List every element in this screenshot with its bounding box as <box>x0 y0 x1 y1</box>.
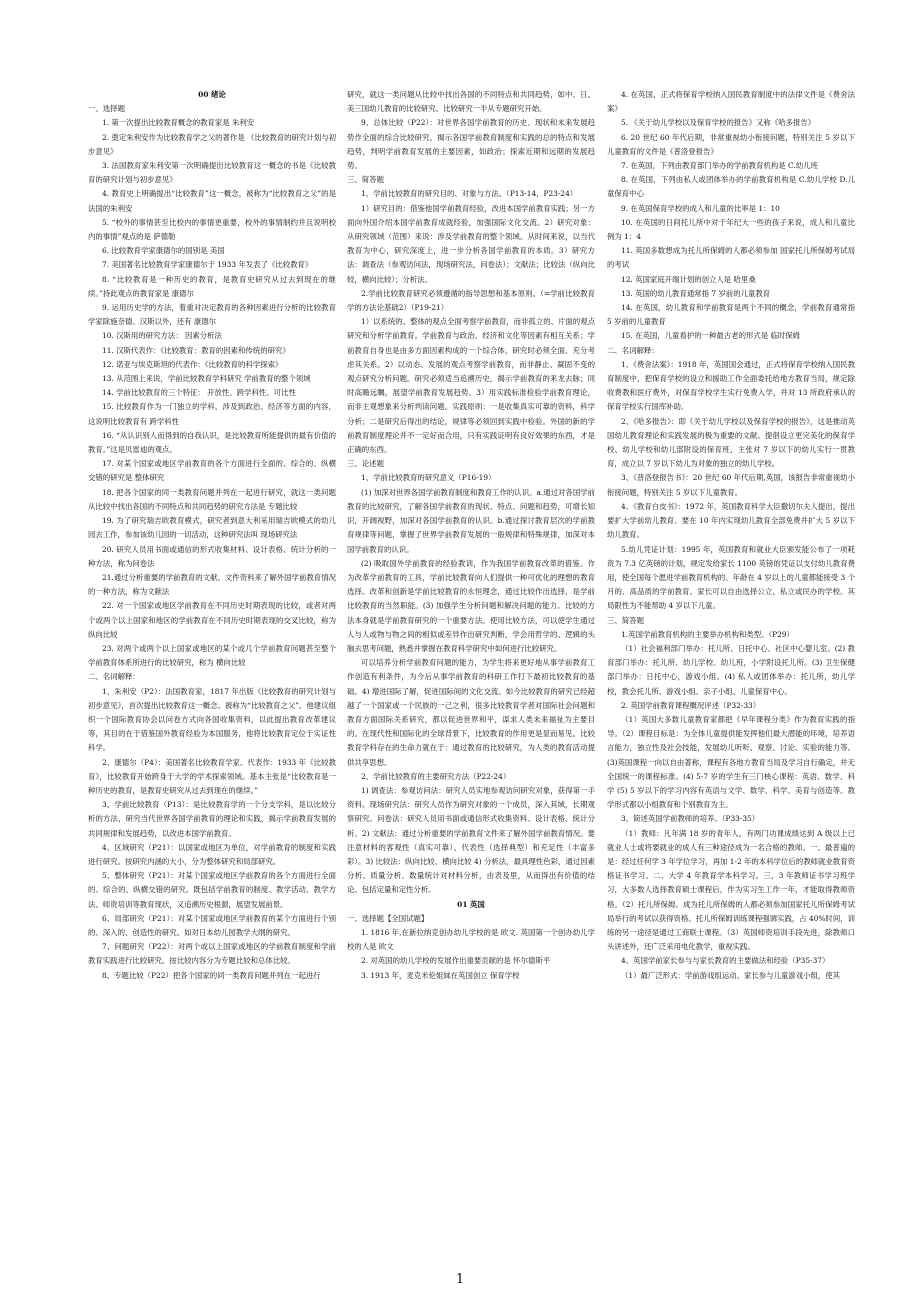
paragraph: 5. 《关于幼儿学校以及保育学校的报告》又称《哈多报告》 <box>621 118 816 128</box>
paragraph: 1.英国学前教育机构的主要举办机构和类型。（P29） <box>621 629 794 639</box>
paragraph: 14. 在英国，幼儿教育和学前教育是两个不同的概念，学前教育通常指 5 岁前的儿童教育 <box>607 303 855 327</box>
paragraph: 19. 为了研究瑞吉欧教育模式，研究者到意大利采用瑞吉欧模式的幼儿园去工作，参加该幼儿园的一切活动，这种研究法叫 现场研究法 <box>88 516 336 540</box>
paragraph: 4. 教育史上明确提出“比较教育”这一概念，被称为“比较教育之父”的是 法国的朱利安 <box>88 189 336 213</box>
paragraph: 4、区域研究（P21）：以国家或地区为单位，对学前教育的制度和实践进行研究。按研究内涵的大小，分为整体研究和局部研究。 <box>88 842 336 866</box>
paragraph: 3、《普洛登报告书》：20 世纪 60 年代后期,英国，该报告非常重视幼小衔接问题，特别关注 5 岁以下儿童教育。 <box>607 473 855 497</box>
paragraph: 4、《教育白皮书》：1972 年，英国教育科学大臣撒切尔夫人提出，提出要扩大学前幼儿教育。要在 10 年内实现幼儿教育全部免费并扩大 5 岁以下幼儿教育。 <box>607 501 855 540</box>
paragraph: 15. 比较教育作为一门独立的学科，涉及到政治、经济等方面的内容，这说明比较教育有 跨学科性 <box>88 402 336 426</box>
paragraph: 23. 对两个或两个以上国家或地区的某个或几个学前教育问题甚至整个学前教育体系所进行的比较研究，称为 横向比较 <box>88 643 336 668</box>
subsection-label: 一、选择题 <box>88 104 125 114</box>
subsection-label: 三、论述题 <box>347 459 384 469</box>
paragraph: 2、学前比较教育的主要研究方法（P22-24） <box>361 771 511 781</box>
paragraph: 10. 汉斯用的研究方法： 因素分析法 <box>102 331 222 341</box>
text-column-right <box>607 88 855 1263</box>
paragraph: 15. 在英国，儿童看护的一种最古老的形式是 临时保姆 <box>621 331 801 341</box>
paragraph: 1. 1816 年,在新拉纳克创办幼儿学校的是 欧文. 英国第一个创办幼儿学校的人是 欧文 <box>347 927 595 952</box>
paragraph: 2、《哈多报告》：即《关于幼儿学校以及保育学校的报告》，这是推动英国幼儿教育理论和实践发展的极为重要的文献。提倡设立更完美化的保育学校、幼儿学校和幼儿部附设的保育班，主张对 7 岁以下的幼儿实行一贯教育，成立以 7 岁以下幼儿为对象的独立的幼儿学校。 <box>607 416 855 469</box>
paragraph: 11. 英国多数想成为托儿所保姆的人都必须参加 国家托儿所保姆考试局的考试 <box>607 246 855 270</box>
paragraph: 11. 汉斯代表作：《比较教育：教育的因素和传统的研究》 <box>102 345 290 355</box>
paragraph: （1）社会福利部门举办：托儿所、日托中心、社区中心婴儿室。(2) 教育部门举办：托儿所、幼儿学校、幼儿班，小学附设托儿所。(3) 卫生保健部门举办：日托中心，游戏小组。(4) 私人或团体举办：托儿所，幼儿学校，教会托儿所、游戏小组、亲子小组、儿童保育中心。 <box>607 643 855 696</box>
paragraph: 12. 英国家庭开端计划的创立人是 哈里桑 <box>621 274 756 284</box>
paragraph: 9. 运用历史学的方法，着重对决定教育的各种因素进行分析的比较教育学家除施奈德、汉斯以外，还有 康德尔 <box>88 303 336 327</box>
paragraph: 可以培养分析学前教育问题的能力，为学生将来更好地从事学前教育工作创造有利条件，为今后从事学前教育的科研工作打下最初比较教育的基础。4) 增进国际了解，促进国际间的文化交流。如今比较教育的研究已经超越了一个国家或一个民族的一己之利，很多比较教育学者对国际社会问题和教育方面国际关系研究，都以促进世界和平，谋求人类未来福祉为主要目的。在现代性和国际化的全球背景下，比较教育的作用更是显而易见。比较教育学科存在的生命力就在于：通过教育的比较研究，为人类的教育活动提供共享思想。 <box>347 658 595 767</box>
paragraph: 4、英国学前家长参与与家长教育的主要做法和经验（P35-37） <box>621 956 830 966</box>
paragraph: 3、简述英国学前教师的培养。（P33-35） <box>621 814 760 824</box>
section-heading: 01 英国 <box>457 899 485 909</box>
paragraph: (1) 加深对世界各国学前教育制度和教育工作的认识。a.通过对各国学前教育的比较研究，了解各国学前教育的现状、特点、问题和趋势，可增长知识，开阔视野，加深对各国学前教育的认识。b.通过探讨教育层次的学前教育规律等问题，掌握了世界学前教育发展的一般规律和特殊规律，加深对本国学前教育的认识。 <box>347 487 595 554</box>
paragraph: 1、《费舍法案》：1918 年，英国国会通过，正式将保育学校纳入国民教育制度中，把保育学校的设立和援助工作全面委托给地方教育当局，规定除收费教和医疗费外，对保育学校学生实行免费入学，并对 13 所政府承认的保育学校实行国库补助。 <box>607 359 855 412</box>
paragraph: 1. 第一次提出比较教育概念的教育家是 朱利安 <box>102 118 255 128</box>
paragraph: （1）教师：凡年满 18 岁的青年人，有两门功课成绩达到 A 级以上已就业人士或将要就业的成人有三种途径成为一名合格的教师。一、最普遍的是：经过任何学 3 年学位学习，再加 1-2 年的本科学位后的教师就业教育资格证书学习。二、大学 4 年教育学本科学习。三，3 年教师证书学习班学习，大多数人选择教育硕士课程后，作为实习生工作一年，才能取得教师资格。（2）托儿所保姆。成为托儿所保姆的人都必须参加国家托儿所保姆考试局举行的考试以获得资格。托儿所保姆训练课程强调实践，占 40%时间，训练的另一途径是通过工商联士课程。（3）英国师资培训手段先进，除教师口头讲述外，还广泛采用电化教学，重视实践。 <box>607 828 855 952</box>
paragraph: 1、朱利安（P2）：法国教育家，1817 年出版《比较教育的研究计划与初步意见》，首次提出比较教育这一概念。被称为“比较教育之父”。他建议组织一个国际教育协会以问卷方式向各国收集资料，以此提出教育改革建议等，其目的在于借鉴国外教育经验为本国服务，他将比较教育定位于实证性科学。 <box>88 686 336 753</box>
paragraph: 1、学前比较教育的研究目的、对象与方法。（P13-14，P23-24） <box>361 189 578 199</box>
paragraph: 1、学前比较教育的研究意义（P16-19） <box>361 473 496 483</box>
paragraph: 10. 在英国的日间托儿所中对于年纪大一些的孩子来说，成人和儿童比例为 1：4 <box>607 217 855 242</box>
paragraph: 2.学前比较教育研究必须遵循的指导思想和基本原则。（=学前比较教育学的方法论基础2）（P19-21） <box>347 288 595 313</box>
paragraph: 16. “从认识别人而得到的自我认识，是比较教育所能提供的最有价值的教育。”这是贝雷迪的观点。 <box>88 430 336 455</box>
page-number: 1 <box>455 1272 465 1287</box>
paragraph: (2) 吸取国外学前教育的经验教训，作为我国学前教育改革的借鉴。作为改革学前教育的工具，学前比较教育向人们提供一种可优化的理想的教育选择。改革和创新是学前比较教育的永恒理念，通过比较作出选择，是学前比较教育的当然职能。(3) 加强学生分析问题和解决问题的能力。比较的方法本身就是学前教育研究的一个重要方法。使用比较方法，可以使学生通过人与人或物与物之间的相似或差异作出研究判断，学会用哲学的、逻辑的头脑去思考问题，熟悉并掌握在教育科学研究中如何进行比较研究。 <box>347 558 595 653</box>
paragraph: 6、局部研究（P21）：对某个国家或地区学前教育的某个方面进行个别的、深入的、创造性的研究。如对日本幼儿园教学大纲的研究。 <box>88 913 336 937</box>
paragraph: 2. 对英国的幼儿学校的发展作出重要贡献的是 怀尔德斯平 <box>361 956 551 966</box>
paragraph: 21.通过分析重要的学前教育的文献、文件资料来了解外国学前教育情况的一种方法，称为文献法 <box>88 572 336 597</box>
paragraph: 7、问题研究（P22）：对两个或以上国家或地区的学前教育制度和学前教育实践进行比较研究。按比较内容分为专题比较和总体比较。 <box>88 942 336 966</box>
paragraph: 6. 比较教育学家康德尔的国别是 美国 <box>102 246 225 256</box>
paragraph: 1）以系统的、整体的观点全面考察学前教育，而非孤立的、片面的观点研究和分析学前教育。学前教育与政治、经济和文化等因素有相互关系；学前教育自身也是由多方面因素构成的一个综合体，研究时必须全面、充分考虑其关系。2）以动态、发展的观点考察学前教育，而非静止、凝固不变的观点研究分析问题。研究必须适当追溯历史，揭示学前教育的来龙去脉；同时高瞻远瞩，展望学前教育发展趋势。3）用实践标准检验学前教育理论，而非主观想象来分析判读问题。实践原则：一是收集真实可靠的资料，科学分析；二是研究后得出的结论，规律等必须回到实践中检验。外国的新的学前教育制度理论并不一定好而合用，只有实践证明有良好效果的东西，才是正确的东西。 <box>347 317 595 455</box>
paragraph: 20. 研究人员用书面或通信的形式收集材料、设计表格、统计分析的一种方法，称为问卷法 <box>88 544 336 568</box>
paragraph: 22. 对一个国家或地区学前教育在不同历史时期表现的比较，或者对两个或两个以上国家和地区的学前教育在不同历史时期表现的交叉比较，称为 纵向比较 <box>88 601 336 639</box>
subsection-label: 三、简答题 <box>607 615 644 625</box>
paragraph: 3、学前比较教育（P13）：是比较教育学的一个分支学科，是以比较分析的方法，研究当代世界各国学前教育的理论和实践，揭示学前教育发展的共同规律和发展趋势，以改进本国学前教育。 <box>88 800 336 838</box>
paragraph: 8、专题比较（P22）把各个国家的同一类教育问题并列在一起进行 <box>102 970 321 980</box>
paragraph: 18. 把各个国家的同一类教育问题并列在一起进行研究，就这一类问题从比较中找出各国的不同特点和共同趋势的研究方法是 专题比较 <box>88 487 336 511</box>
paragraph: 12. 诺亚与埃克斯坦的代表作：《比较教育的科学探索》 <box>102 359 283 369</box>
paragraph: 2. 英国学前教育课程概况评述（P32-33） <box>621 700 761 710</box>
paragraph: 3. 1913 年，麦克米伦姐妹在英国创立 保育学校 <box>361 970 520 980</box>
paragraph: 4. 在英国，正式将保育学校纳入国民教育制度中的法律文件是《费舍法案》 <box>607 90 855 114</box>
paragraph: （1）英国大多数儿童教育家都把《早年课程分类》作为教育实践的指导。（2）课程目标是：为全体儿童提供能发挥他们最大潜能的环境，培养语言能力，独立性及社会技能，发展幼儿听听、观察、讨论、实验的能力等。(3)英国课程一向以自由著称，课程有各地方教育当局及学习自行确定，并无全国统一的课程标准。(4) 5-7 岁的学生有三门核心课程：英语、数学、科学 (5) 5 岁以下的学习内容有英语与文学、数学、科学、美育与创造等。教学形式都以小组教育和个别教育为主。 <box>607 714 855 810</box>
text-column-left <box>88 88 336 1263</box>
paragraph: 14. 学前比较教育的三个特征： 开放性、跨学科性、可比性 <box>102 388 296 398</box>
paragraph: 3. 法国教育家朱利安第一次明确提出比较教育这一概念的书是《比较教育的研究计划与初步意见》 <box>88 161 336 185</box>
subsection-label: 二、名词解释： <box>607 345 659 355</box>
subsection-label: 一、选择题【全国试题】 <box>347 913 429 923</box>
paragraph: 9. 在英国保育学校的成人和儿童的比率是 1：10 <box>621 203 780 213</box>
text-column-middle <box>347 88 595 1263</box>
paragraph: 5. “校外的事情甚至比校内的事情更重要，校外的事情制约并且说明校内的事情”观点的是 萨德勒 <box>88 217 336 242</box>
subsection-label: 研究，就这一类问题从比较中找出各国的不同特点和共同趋势，如中、日、美三国幼儿教育的比较研究。比较研究一半从专题研究开始。 <box>347 90 595 114</box>
paragraph: 13. 从范围上来说，学前比较教育学科研究 学前教育的整个领域 <box>102 374 311 384</box>
paragraph: 1）研究目的：借鉴他国学前教育经验，改进本国学前教育实践；另一方面向外国介绍本国学前教育成就经验，加强国际文化交流。2）研究对象：从研究领域（范围）来说：涉及学前教育的整个领域。从时间来说，以当代教育为中心，研究深度上，进一步分析各国学前教育的本质。3）研究方法：调查法（参观访问法，现场研究法，问卷法）；文献法；比较法（纵向比较，横向比较）；分析法。 <box>347 203 595 284</box>
paragraph: 1) 调查法：参观访问法：研究人员实地参观访问研究对象，获得第一手资料。现场研究法：研究人员作为研究对象的一个成员，深入其域，长期观察研究。问卷法：研究人员用书面或通信形式收集资料、设计表格、统计分析。2) 文献法：通过分析重要的学前教育文件来了解外国学前教育情况。要注意材料的客观性（真实可靠）、代表性（选择典型）和充足性（丰富多彩）。3) 比较法：纵向比较、横向比较 4) 分析法，最具理性色彩，通过因素分析、质量分析、数量统计对材料分析，由表及里，从而得出有价值的结论。包括定量和定性分析。 <box>347 785 595 895</box>
paragraph: 13. 英国的幼儿教育通常指 7 岁前的儿童教育 <box>621 288 771 298</box>
paragraph: 2、康德尔（P4）：美国著名比较教育学家。代表作：1933 年《比较教育》，比较教育开始跨身于大学的学术探索领域。基本主张是“比较教育是一种历史的教育，是教育史研究从过去到现在的继续。” <box>88 757 336 795</box>
paragraph: 6. 20 世纪 60 年代后期，非常重视幼小衔接问题，特别关注 5 岁以下儿童教育的文件是《普洛登报告》 <box>607 132 855 156</box>
paragraph: 17. 对某个国家或地区学前教育的各个方面进行全面的、综合的、纵横交错的研究是 整体研究 <box>88 459 336 483</box>
paragraph: 7. 美国著名比较教育学家康德尔于 1933 年发表了《比较教育》 <box>102 260 313 270</box>
paragraph: 8. “比较教育是一种历史的教育，是教育史研究从过去到现在的继续。”持此观点的教育家是 康德尔 <box>88 274 336 298</box>
paragraph: （1）最广泛形式：学前游戏组运动。家长参与儿童游戏小组，使其 <box>621 970 841 980</box>
paragraph: 5、整体研究（P21）：对某个国家或地区学前教育的各个方面进行全面的、综合的、纵横交错的研究。既包括学前教育的制度、教学活动、教学方法、师资培训等教育现状，又追溯历史根源，展望发展前景。 <box>88 871 336 909</box>
subsection-label: 二、名词解释： <box>88 672 140 682</box>
paragraph: 9、总体比较（P22）：对世界各国学前教育的历史、现状和未来发展趋势作全面的综合比较研究，揭示各国学前教育制度和实践的总的特点和发展趋势，判明学前教育发展的主要因素，如政治；探索近期和远期的发展趋势。 <box>347 118 595 171</box>
paragraph: 7. 在英国，下列由教育部门举办的学前教育机构是 C.幼儿班 <box>621 161 818 171</box>
paragraph: 8. 在英国，下列由私人或团体举办的学前教育机构是 C.幼儿学校 D.儿童保育中心 <box>607 175 855 199</box>
subsection-label: 三、简答题 <box>347 175 384 185</box>
paragraph: 5.幼儿凭证计划：1995 年，英国教育和就业大臣颁发能公布了一项耗资为 7.3 亿英镑的计划，规定发给家长 1100 英镑的凭证以支付幼儿教育费用，使全国每个愿进学前教育机构的、年龄在 4 岁以上的儿童都能接受 3 个月的、高品质的学前教育。家长可以自由选择公立、私立或民办的学校。其局限性为不能帮助 4 岁以下儿童。 <box>607 544 855 611</box>
paragraph: 2. 奠定朱利安作为比较教育学之父的著作是 《比较教育的研究计划与初步意见》 <box>88 132 336 156</box>
section-heading: 00 绪论 <box>198 90 226 99</box>
